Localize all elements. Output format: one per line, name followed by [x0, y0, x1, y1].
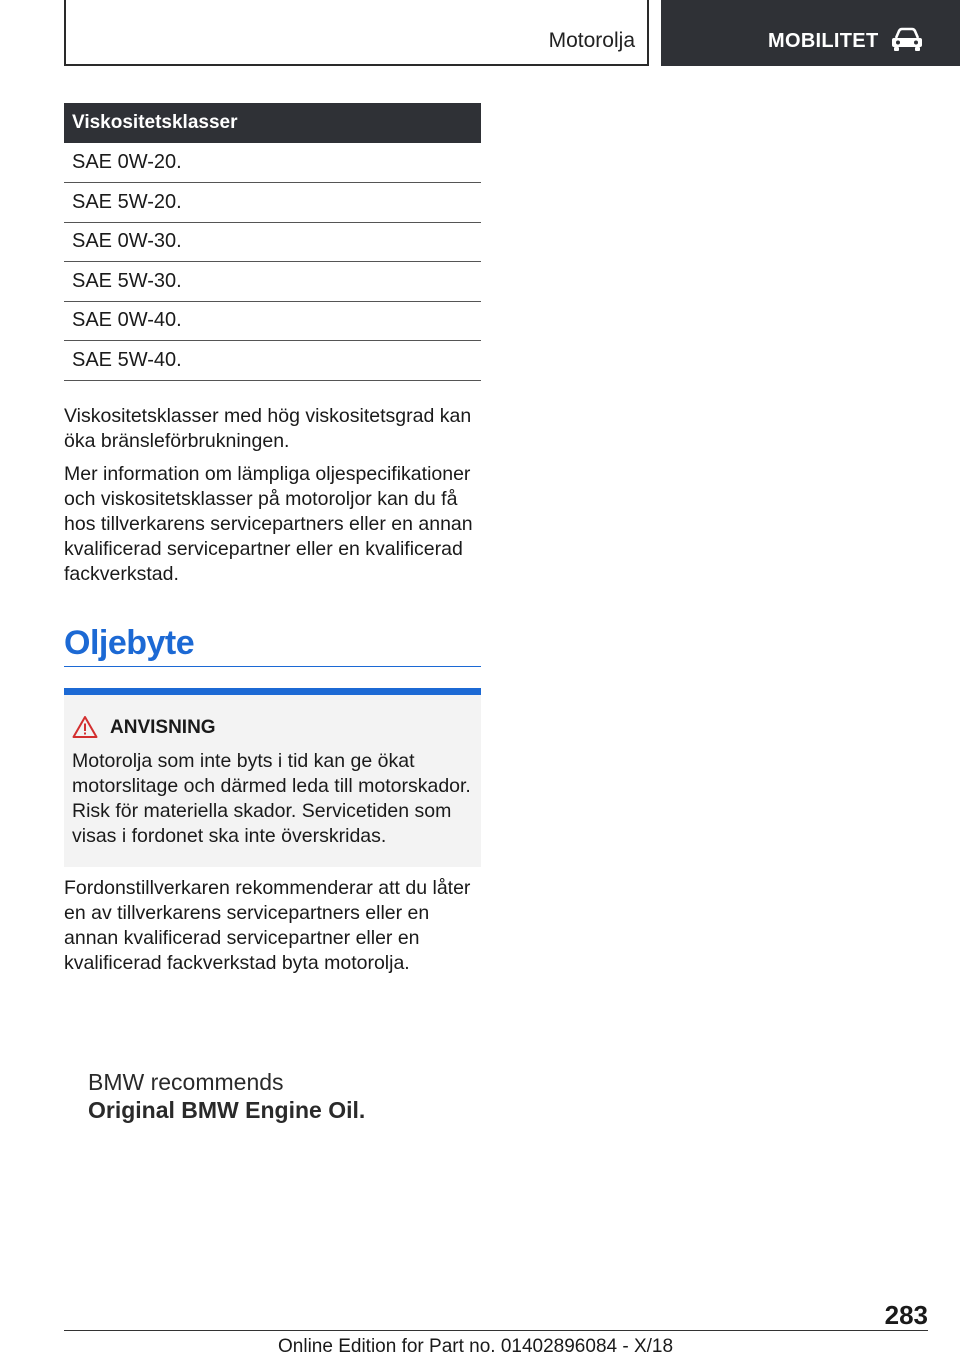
section-title: Oljebyte: [64, 624, 195, 662]
table-cell: SAE 0W-40.: [64, 301, 481, 341]
header-section-box: [661, 0, 960, 66]
table-row: [64, 341, 481, 381]
footer-divider: [64, 1330, 928, 1331]
table-row: [64, 301, 481, 341]
promo-line-2: Original BMW Engine Oil.: [88, 1097, 366, 1123]
table-header-row: [64, 103, 481, 143]
table-cell: SAE 5W-20.: [64, 183, 481, 223]
notice-label: ANVISNING: [110, 717, 216, 738]
paragraph-more-info: Mer information om lämpliga oljespecifikationer och viskositetsklasser på motoroljor kan du få hos tillverkarens servicepartners eller en annan kvalificerad servicepartner eller en kvalificerad fackverkstad.: [64, 463, 473, 585]
warning-triangle-icon: [72, 715, 98, 739]
notice-box: [64, 688, 481, 867]
section-divider: [64, 666, 481, 667]
chapter-title: Motorolja: [548, 29, 635, 52]
table-cell: SAE 5W-30.: [64, 262, 481, 302]
section-label: MOBILITET: [768, 30, 879, 52]
table-row: [64, 143, 481, 183]
table-row: [64, 222, 481, 262]
header-chapter-box: [64, 0, 649, 66]
footer-edition-text: Online Edition for Part no. 01402896084 - X/18: [278, 1336, 674, 1357]
table-cell: SAE 0W-20.: [64, 143, 481, 183]
table-row: [64, 262, 481, 302]
promo-banner: [88, 1068, 365, 1124]
car-icon: [890, 27, 924, 53]
promo-line-1: BMW recommends: [88, 1069, 284, 1095]
viscosity-table: [64, 103, 481, 381]
table-cell: SAE 0W-30.: [64, 222, 481, 262]
page-number: 283: [884, 1300, 928, 1330]
table-header-cell: Viskositetsklasser: [64, 103, 481, 143]
paragraph-viscosity-fuel: Viskositetsklasser med hög viskositetsgrad kan öka bränsleförbrukningen.: [64, 405, 472, 452]
notice-text: Motorolja som inte byts i tid kan ge ökat motorslitage och därmed leda till motorskador. Risk för materiella skador. Servicetiden som visas i fordonet ska inte överskridas.: [72, 750, 471, 847]
table-cell: SAE 5W-40.: [64, 341, 481, 381]
paragraph-recommendation: Fordonstillverkaren rekommenderar att du låter en av tillverkarens servicepartners eller en annan kvalificerad servicepartner eller en kvalificerad fackverkstad byta motorolja.: [64, 877, 471, 974]
table-row: [64, 183, 481, 223]
